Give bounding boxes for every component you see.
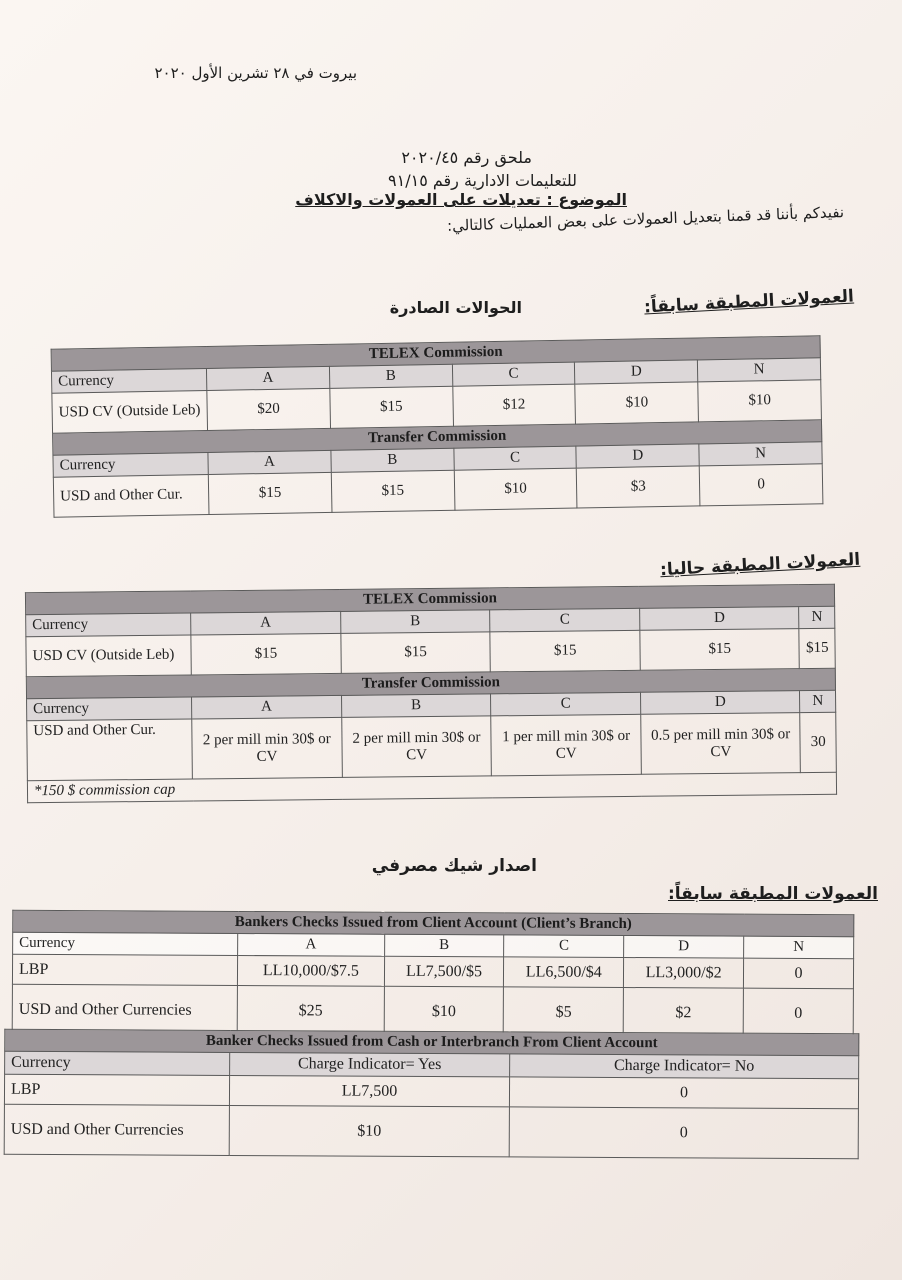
currency-header: Currency: [13, 932, 238, 955]
cell-c: 1 per mill min 30$ or CV: [491, 714, 641, 776]
row-label: USD and Other Currencies: [12, 984, 237, 1035]
col-n: N: [799, 606, 835, 628]
col-d: D: [576, 444, 699, 468]
subject-line: الموضوع : تعديلات على العمولات والاكلاف: [295, 190, 627, 209]
currency-header: Currency: [53, 453, 208, 478]
cell-d: $3: [577, 466, 700, 508]
transfer-title: Transfer Commission: [26, 668, 835, 698]
cell-a: LL10,000/$7.5: [237, 955, 384, 986]
cell-d: $10: [575, 382, 698, 424]
cell-no: 0: [509, 1077, 858, 1109]
bankers-check-title: اصدار شيك مصرفي: [371, 856, 537, 876]
cell-n: $10: [698, 380, 821, 422]
charge-yes-header: Charge Indicator= Yes: [230, 1052, 510, 1076]
col-a: A: [206, 366, 329, 390]
bankers-client-title: Bankers Checks Issued from Client Account (Client’s Branch): [13, 910, 854, 936]
col-d: D: [640, 607, 800, 631]
col-n: N: [698, 358, 821, 382]
cell-n: 0: [743, 958, 853, 989]
col-d: D: [640, 691, 800, 715]
previous-transfer-table: [51, 335, 824, 517]
row-label: USD CV (Outside Leb): [52, 391, 208, 434]
col-a: A: [238, 933, 385, 956]
telex-title: TELEX Commission: [25, 584, 834, 614]
cell-b: $15: [331, 470, 454, 512]
currency-header: Currency: [51, 369, 206, 394]
commission-cap-note: *150 $ commission cap: [27, 772, 836, 802]
col-d: D: [624, 935, 744, 958]
cell-c: $15: [490, 630, 640, 672]
col-b: B: [341, 694, 491, 718]
col-c: C: [491, 692, 641, 716]
currency-header: Currency: [5, 1051, 230, 1075]
previous-commissions-heading: العمولات المطبقة سابقاً:: [643, 286, 855, 318]
annex-number: ملحق رقم ٢٠٢٠/٤٥: [401, 148, 532, 167]
cell-b: 2 per mill min 30$ or CV: [341, 716, 491, 778]
cell-a: $15: [191, 633, 341, 675]
cell-d: $15: [640, 629, 800, 671]
cell-n: 0: [743, 988, 853, 1039]
cell-b: $15: [341, 632, 491, 674]
col-c: C: [453, 446, 576, 470]
letter-date: بيروت في ٢٨ تشرين الأول ٢٠٢٠: [154, 64, 357, 82]
currency-header: Currency: [27, 697, 192, 721]
bankers-client-table: [12, 910, 855, 1039]
col-n: N: [744, 936, 854, 959]
currency-header: Currency: [26, 613, 191, 637]
col-c: C: [490, 608, 640, 632]
cell-c: $5: [504, 987, 624, 1038]
col-c: C: [452, 362, 575, 386]
cell-no: 0: [509, 1107, 858, 1159]
col-a: A: [208, 450, 331, 474]
col-b: B: [331, 448, 454, 472]
col-b: B: [340, 610, 490, 634]
col-a: A: [191, 611, 341, 635]
cell-c: $12: [452, 384, 575, 426]
cell-a: $15: [208, 472, 331, 514]
cell-b: $10: [384, 986, 504, 1037]
cell-d: 0.5 per mill min 30$ or CV: [641, 713, 801, 775]
row-label: LBP: [4, 1074, 229, 1105]
cell-yes: LL7,500: [229, 1075, 509, 1106]
row-label: USD CV (Outside Leb): [26, 635, 191, 677]
row-label: USD and Other Currencies: [4, 1104, 229, 1155]
cell-yes: $10: [229, 1105, 509, 1156]
cell-a: 2 per mill min 30$ or CV: [192, 717, 342, 779]
row-label: LBP: [12, 954, 237, 985]
col-b: B: [329, 364, 452, 388]
bankers-cash-title: Banker Checks Issued from Cash or Interbranch From Client Account: [5, 1029, 859, 1055]
cell-n: $15: [799, 628, 835, 668]
previous-commissions-heading-2: العمولات المطبقة سابقاً:: [668, 884, 878, 904]
col-c: C: [504, 935, 624, 958]
col-d: D: [575, 360, 698, 384]
cell-c: LL6,500/$4: [504, 957, 624, 988]
instructions-ref: للتعليمات الادارية رقم ٩١/١٥: [388, 171, 577, 190]
cell-b: $15: [330, 386, 453, 428]
telex-title: TELEX Commission: [51, 336, 820, 371]
col-n: N: [800, 690, 836, 712]
col-b: B: [384, 934, 504, 957]
current-commissions-heading: العمولات المطبقة حاليا:: [659, 549, 861, 581]
row-label: USD and Other Cur.: [53, 474, 209, 517]
cell-a: $25: [237, 985, 384, 1036]
current-transfer-table: [25, 584, 837, 803]
cell-n: 0: [699, 464, 822, 506]
cell-n: 30: [800, 712, 836, 772]
charge-no-header: Charge Indicator= No: [510, 1054, 859, 1079]
row-label: USD and Other Cur.: [27, 719, 193, 781]
col-n: N: [699, 442, 822, 466]
cell-d: $2: [623, 987, 743, 1038]
intro-text: نفيدكم بأننا قد قمنا بتعديل العمولات على بعض العمليات كالتالي:: [446, 203, 845, 235]
col-a: A: [192, 695, 342, 719]
cell-a: $20: [207, 388, 330, 430]
cell-d: LL3,000/$2: [624, 957, 744, 988]
transfer-title: Transfer Commission: [53, 420, 822, 455]
bankers-cash-table: [4, 1029, 860, 1159]
cell-b: LL7,500/$5: [384, 956, 504, 987]
outgoing-transfers-title: الحوالات الصادرة: [389, 298, 522, 317]
cell-c: $10: [454, 468, 577, 510]
